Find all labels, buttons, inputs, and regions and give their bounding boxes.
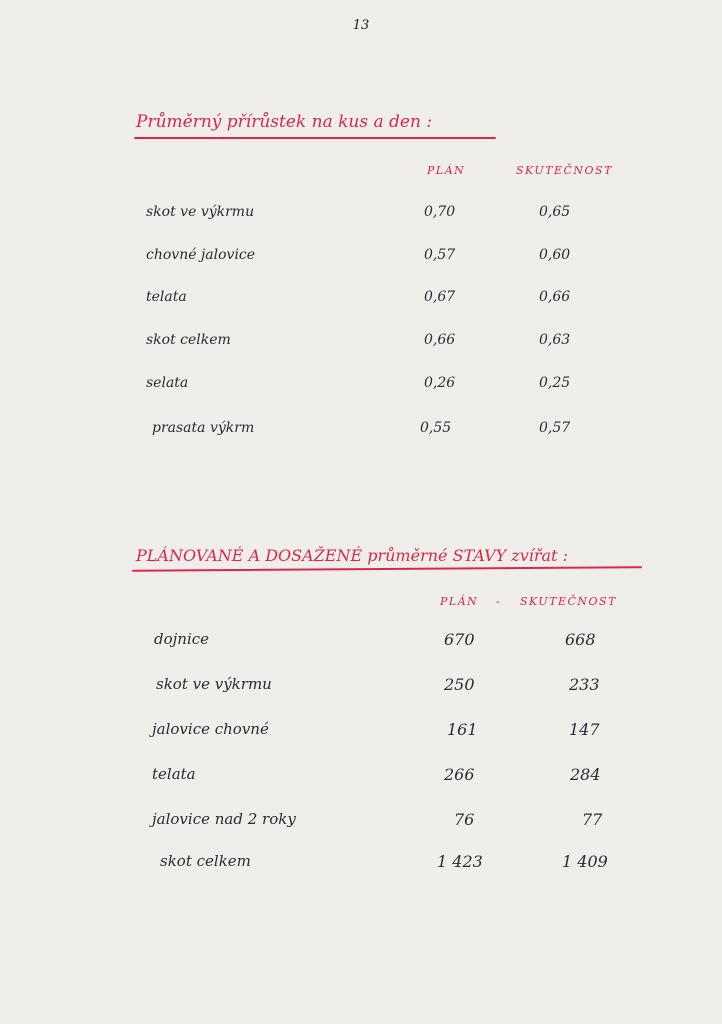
row-actual-value: 0,66 xyxy=(539,289,571,305)
row-actual-value: 233 xyxy=(569,675,600,694)
row-actual-value: 284 xyxy=(570,765,601,784)
row-actual-value: 0,65 xyxy=(539,204,571,220)
table-row xyxy=(0,332,722,358)
row-plan-value: 266 xyxy=(444,765,475,784)
section1-column-actual: SKUTEČNOST xyxy=(516,164,613,177)
row-plan-value: 0,55 xyxy=(420,420,452,436)
row-label: dojnice xyxy=(154,630,210,648)
section2-title-underline xyxy=(132,566,642,572)
row-actual-value: 0,60 xyxy=(539,247,571,263)
table-row xyxy=(0,810,722,836)
row-label: telata xyxy=(152,765,196,783)
row-plan-value: 161 xyxy=(447,720,478,739)
row-plan-value: 0,57 xyxy=(424,247,456,263)
table-row xyxy=(0,765,722,791)
row-plan-value: 0,66 xyxy=(424,332,456,348)
row-label: skot celkem xyxy=(146,332,231,348)
section1-column-plan: PLÁN xyxy=(427,164,466,177)
row-actual-value: 0,57 xyxy=(539,420,571,436)
row-label: jalovice nad 2 roky xyxy=(152,810,296,828)
row-actual-value: 1 409 xyxy=(562,852,608,871)
table-row xyxy=(0,852,722,878)
row-plan-value: 250 xyxy=(444,675,475,694)
row-actual-value: 77 xyxy=(582,810,603,829)
table-row xyxy=(0,675,722,701)
row-plan-value: 670 xyxy=(444,630,475,649)
table-row xyxy=(0,204,722,230)
row-label: skot ve výkrmu xyxy=(146,204,255,220)
section2-column-separator: - xyxy=(496,595,500,608)
row-plan-value: 76 xyxy=(454,810,475,829)
table-row xyxy=(0,630,722,656)
table-row xyxy=(0,420,722,446)
table-row xyxy=(0,375,722,401)
row-plan-value: 0,70 xyxy=(424,204,456,220)
row-actual-value: 147 xyxy=(569,720,600,739)
table-row xyxy=(0,289,722,315)
row-plan-value: 0,67 xyxy=(424,289,456,305)
section2-column-plan: PLÁN xyxy=(440,595,479,608)
row-actual-value: 0,25 xyxy=(539,375,571,391)
row-label: chovné jalovice xyxy=(146,247,256,263)
table-row xyxy=(0,720,722,746)
row-label: prasata výkrm xyxy=(152,420,255,436)
page-number: 13 xyxy=(352,18,370,33)
table-row xyxy=(0,247,722,273)
row-plan-value: 1 423 xyxy=(437,852,483,871)
row-label: telata xyxy=(146,289,187,305)
row-actual-value: 668 xyxy=(565,630,596,649)
section2-title: PLÁNOVANÉ A DOSAŽENÉ průměrné STAVY zvířat : xyxy=(136,546,568,565)
row-label: skot ve výkrmu xyxy=(156,675,272,693)
section2-column-actual: SKUTEČNOST xyxy=(520,595,617,608)
row-actual-value: 0,63 xyxy=(539,332,571,348)
section1-title: Průměrný přírůstek na kus a den : xyxy=(136,112,433,132)
section1-title-underline xyxy=(134,137,496,139)
row-plan-value: 0,26 xyxy=(424,375,456,391)
row-label: skot celkem xyxy=(160,852,251,870)
row-label: jalovice chovné xyxy=(152,720,269,738)
row-label: selata xyxy=(146,375,189,391)
